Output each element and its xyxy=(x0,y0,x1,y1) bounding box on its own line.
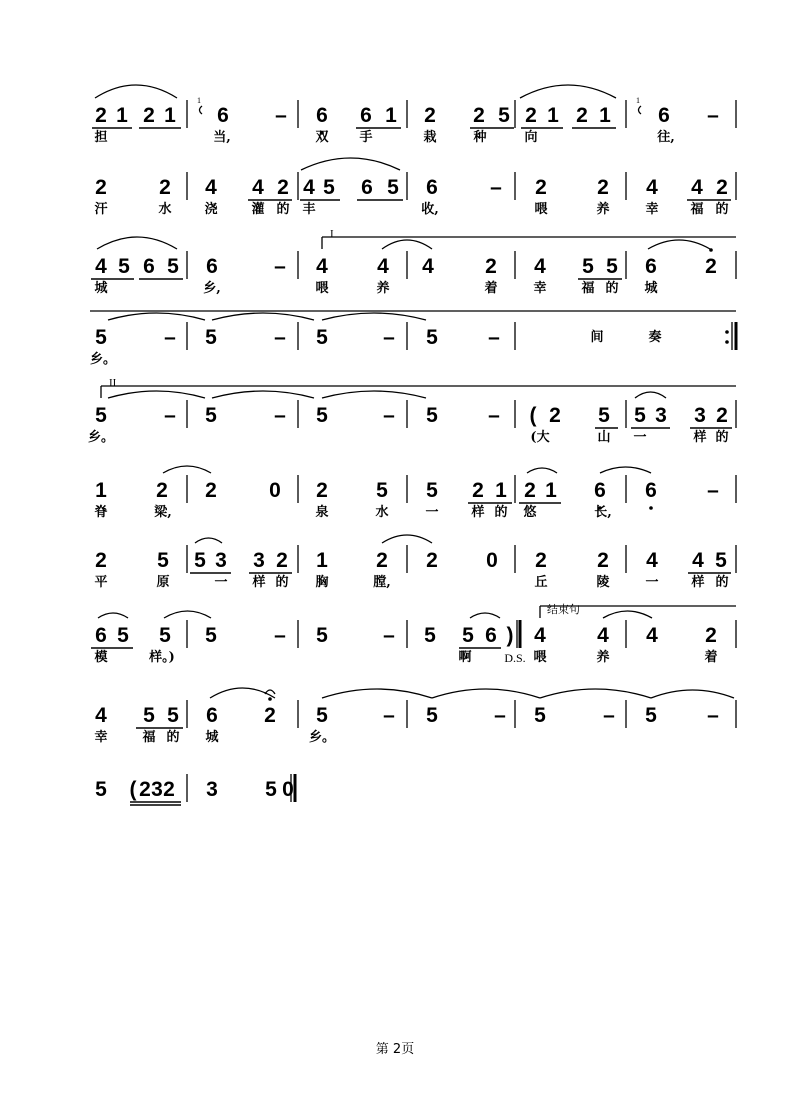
note: 4 xyxy=(692,549,704,572)
note: 3 xyxy=(151,778,163,801)
note: – xyxy=(707,104,719,127)
lyric-syllable: 山 xyxy=(597,430,611,445)
note: 2 xyxy=(549,404,561,427)
note: 2 xyxy=(205,479,217,502)
note: 2 xyxy=(156,479,168,502)
note: 2 xyxy=(472,479,484,502)
note: 6 xyxy=(361,176,373,199)
note: 4 xyxy=(95,255,107,278)
note: 6 xyxy=(645,255,657,278)
lyric-syllable: 收, xyxy=(421,202,439,217)
lyric-syllable: 乡。 xyxy=(308,730,336,745)
slur xyxy=(540,689,651,698)
note: 5 xyxy=(205,404,217,427)
note: 5 xyxy=(645,704,657,727)
note: 2 xyxy=(473,104,485,127)
lyric-syllable: 脊 xyxy=(94,505,108,520)
lyric-syllable: 样 xyxy=(252,575,266,590)
lyric-syllable: 膛, xyxy=(373,575,391,590)
lyric-syllable: 水 xyxy=(375,505,389,520)
note: 5 xyxy=(534,704,546,727)
note: – xyxy=(490,176,502,199)
note: 5 xyxy=(387,176,399,199)
note: 5 xyxy=(205,326,217,349)
note: – xyxy=(383,704,395,727)
note: 6 xyxy=(217,104,229,127)
lyric-syllable: 养 xyxy=(596,202,610,217)
note: 2 xyxy=(716,404,728,427)
note: 3 xyxy=(253,549,265,572)
note: 4 xyxy=(252,176,264,199)
slur xyxy=(322,689,432,698)
note: – xyxy=(383,624,395,647)
note: ) xyxy=(506,624,514,647)
lyric-syllable: 福 xyxy=(581,281,595,296)
note: 3 xyxy=(694,404,706,427)
lyric-syllable: 胸 xyxy=(315,575,329,590)
note: – xyxy=(275,104,287,127)
note: 0 xyxy=(269,479,281,502)
slur xyxy=(603,611,652,618)
slur xyxy=(520,85,616,98)
note: 2 xyxy=(705,255,717,278)
note: 5 xyxy=(95,778,107,801)
lyric-syllable: 向 xyxy=(524,130,538,145)
note: 4 xyxy=(316,255,328,278)
note: 2 xyxy=(95,104,107,127)
note: 5 xyxy=(95,326,107,349)
note: 2 xyxy=(95,549,107,572)
grace-mark: 1 xyxy=(636,96,640,105)
slur xyxy=(98,613,128,618)
note: 2 xyxy=(95,176,107,199)
grace-tie xyxy=(200,106,203,114)
note: 1 xyxy=(316,549,328,572)
note: 4 xyxy=(377,255,389,278)
repeat-dot xyxy=(725,330,729,334)
slur xyxy=(648,240,710,249)
lyric-syllable: 养 xyxy=(596,650,610,665)
note: 2 xyxy=(159,176,171,199)
lyric-syllable: 泉 xyxy=(315,505,329,520)
note: 5 xyxy=(157,549,169,572)
lyric-syllable: 的 xyxy=(494,505,508,520)
slur xyxy=(301,158,400,170)
note: 5 xyxy=(265,778,277,801)
lyric-syllable: 着 xyxy=(484,281,498,296)
note: 2 xyxy=(277,176,289,199)
lyric-syllable: 养 xyxy=(376,281,390,296)
slur xyxy=(651,690,734,698)
volta-number: II xyxy=(109,377,117,389)
note: 2 xyxy=(376,549,388,572)
slur xyxy=(108,391,205,398)
slur xyxy=(163,466,211,473)
note: 5 xyxy=(316,704,328,727)
note: 5 xyxy=(167,255,179,278)
note: 2 xyxy=(424,104,436,127)
note: 4 xyxy=(303,176,315,199)
ds-marking: D.S. xyxy=(504,651,526,665)
note: 2 xyxy=(143,104,155,127)
slur xyxy=(108,313,205,320)
lyric-syllable: 担 xyxy=(94,130,108,145)
note: 4 xyxy=(534,624,546,647)
note: 4 xyxy=(534,255,546,278)
note: 5 xyxy=(117,624,129,647)
note: 2 xyxy=(264,704,276,727)
lyric-syllable: 当, xyxy=(213,130,231,145)
note: 2 xyxy=(485,255,497,278)
note: – xyxy=(274,624,286,647)
interlude-text: 间 xyxy=(590,330,604,345)
lyric-syllable: 的 xyxy=(276,202,290,217)
lyric-syllable: 丰 xyxy=(302,202,316,217)
note: 2 xyxy=(524,479,536,502)
lyric-syllable: 幸 xyxy=(94,730,108,745)
slur xyxy=(212,313,314,320)
note: 6 xyxy=(206,255,218,278)
note: 2 xyxy=(716,176,728,199)
note: 4 xyxy=(646,176,658,199)
note: – xyxy=(707,704,719,727)
lyric-syllable: 灌 xyxy=(251,202,265,217)
lyric-syllable: 浇 xyxy=(204,202,218,217)
note: 4 xyxy=(646,624,658,647)
note: 1 xyxy=(547,104,559,127)
note: 1 xyxy=(385,104,397,127)
slur xyxy=(97,237,177,249)
note: 5 xyxy=(316,326,328,349)
note: 5 xyxy=(159,624,171,647)
note: 2 xyxy=(576,104,588,127)
note: 6 xyxy=(426,176,438,199)
note: 6 xyxy=(143,255,155,278)
note: 5 xyxy=(462,624,474,647)
slur xyxy=(382,535,432,543)
note: 0 xyxy=(486,549,498,572)
slur xyxy=(600,467,651,473)
note: 1 xyxy=(164,104,176,127)
note: 4 xyxy=(95,704,107,727)
slur xyxy=(95,85,177,98)
note: 1 xyxy=(599,104,611,127)
note: 5 xyxy=(424,624,436,647)
note: 5 xyxy=(582,255,594,278)
note: 1 xyxy=(95,479,107,502)
lyric-syllable: (大 xyxy=(530,430,550,445)
octave-dot xyxy=(709,248,713,252)
note: 5 xyxy=(194,549,206,572)
note: 6 xyxy=(95,624,107,647)
slur xyxy=(432,689,540,698)
lyric-syllable: 原 xyxy=(156,575,170,590)
note: – xyxy=(603,704,615,727)
lyric-syllable: 喂 xyxy=(534,202,548,217)
lyric-syllable: 乡。 xyxy=(89,352,117,367)
slur xyxy=(322,313,426,320)
note: – xyxy=(164,326,176,349)
note: 6 xyxy=(206,704,218,727)
lyric-syllable: 双 xyxy=(315,130,329,145)
lyric-syllable: 梁, xyxy=(154,505,172,520)
note: – xyxy=(383,404,395,427)
slur xyxy=(382,240,432,249)
grace-tie xyxy=(639,106,642,114)
lyric-syllable: 的 xyxy=(605,281,619,296)
note: – xyxy=(707,479,719,502)
lyric-syllable: 着 xyxy=(704,650,718,665)
lyric-syllable: 城 xyxy=(94,281,108,296)
repeat-dot xyxy=(725,340,729,344)
lyric-syllable: 一 xyxy=(633,430,647,445)
lyric-syllable: 的 xyxy=(715,430,729,445)
note: 5 xyxy=(323,176,335,199)
lyric-syllable: 乡。 xyxy=(87,430,115,445)
note: 5 xyxy=(715,549,727,572)
lyric-syllable: 啊 xyxy=(458,650,472,665)
lyric-syllable: 一 xyxy=(214,575,228,590)
lyric-syllable: 样 xyxy=(471,505,485,520)
note: ( xyxy=(529,404,537,427)
lyric-syllable: 的 xyxy=(166,730,180,745)
lyric-syllable: 模 xyxy=(94,650,108,665)
lyric-syllable: 陵 xyxy=(596,575,610,590)
octave-dot xyxy=(649,506,653,510)
lyric-syllable: 幸 xyxy=(533,281,547,296)
lyric-syllable: 喂 xyxy=(533,650,547,665)
note: 5 xyxy=(426,326,438,349)
note: 2 xyxy=(535,176,547,199)
note: – xyxy=(274,326,286,349)
interlude-text: 奏 xyxy=(648,330,662,345)
lyric-syllable: 平 xyxy=(94,575,108,590)
note: 1 xyxy=(545,479,557,502)
slur xyxy=(164,611,211,618)
note: 5 xyxy=(143,704,155,727)
note: 5 xyxy=(426,404,438,427)
volta-number: I xyxy=(330,228,334,240)
note: 5 xyxy=(606,255,618,278)
note: – xyxy=(494,704,506,727)
note: 6 xyxy=(360,104,372,127)
note: 6 xyxy=(645,479,657,502)
lyric-syllable: 福 xyxy=(142,730,156,745)
lyric-syllable: 丘 xyxy=(534,575,548,590)
note: 2 xyxy=(705,624,717,647)
note: 2 xyxy=(525,104,537,127)
note: 5 xyxy=(426,479,438,502)
lyric-syllable: 悠 xyxy=(523,505,537,520)
note: 3 xyxy=(655,404,667,427)
note: – xyxy=(383,326,395,349)
lyric-syllable: 城 xyxy=(644,281,658,296)
lyric-syllable: 手 xyxy=(359,130,373,145)
lyric-syllable: 乡, xyxy=(203,281,221,296)
lyric-syllable: 幸 xyxy=(645,202,659,217)
note: 1 xyxy=(495,479,507,502)
note: 2 xyxy=(426,549,438,572)
note: 4 xyxy=(597,624,609,647)
note: 5 xyxy=(598,404,610,427)
slur xyxy=(322,391,426,398)
note: 2 xyxy=(597,549,609,572)
note: 0 xyxy=(282,778,294,801)
note: – xyxy=(488,326,500,349)
lyric-syllable: 水 xyxy=(158,202,172,217)
lyric-syllable: 城 xyxy=(205,730,219,745)
note: 5 xyxy=(316,404,328,427)
note: – xyxy=(488,404,500,427)
slur xyxy=(527,468,557,473)
lyric-syllable: 样 xyxy=(691,575,705,590)
note: – xyxy=(274,255,286,278)
note: ( xyxy=(129,778,137,801)
note: – xyxy=(274,404,286,427)
lyric-syllable: 的 xyxy=(715,575,729,590)
lyric-syllable: 福 xyxy=(690,202,704,217)
slur xyxy=(212,391,314,398)
note: 5 xyxy=(95,404,107,427)
lyric-syllable: 长, xyxy=(594,505,612,520)
page-number: 第 2页 xyxy=(375,1042,415,1057)
note: 6 xyxy=(485,624,497,647)
note: 2 xyxy=(597,176,609,199)
slur xyxy=(470,613,500,618)
lyric-syllable: 样。) xyxy=(149,650,175,665)
lyric-syllable: 的 xyxy=(715,202,729,217)
note: 5 xyxy=(118,255,130,278)
note: 3 xyxy=(215,549,227,572)
lyric-syllable: 一 xyxy=(425,505,439,520)
grace-mark: 1 xyxy=(197,96,201,105)
note: 5 xyxy=(167,704,179,727)
lyric-syllable: 种 xyxy=(473,130,487,145)
note: 5 xyxy=(498,104,510,127)
note: 5 xyxy=(316,624,328,647)
note: 3 xyxy=(206,778,218,801)
note: 2 xyxy=(163,778,175,801)
note: 4 xyxy=(691,176,703,199)
note: 2 xyxy=(535,549,547,572)
note: 5 xyxy=(376,479,388,502)
note: 2 xyxy=(139,778,151,801)
note: 4 xyxy=(646,549,658,572)
note: 5 xyxy=(426,704,438,727)
note: 6 xyxy=(658,104,670,127)
note: 2 xyxy=(276,549,288,572)
octave-dot xyxy=(268,697,272,701)
lyric-syllable: 一 xyxy=(645,575,659,590)
note: – xyxy=(164,404,176,427)
lyric-syllable: 汗 xyxy=(94,202,108,217)
note: 6 xyxy=(316,104,328,127)
note: 4 xyxy=(205,176,217,199)
lyric-syllable: 样 xyxy=(693,430,707,445)
slur xyxy=(195,538,222,543)
lyric-syllable: 栽 xyxy=(423,130,437,145)
lyric-syllable: 往, xyxy=(657,130,675,145)
coda-label: 结束句 xyxy=(547,603,580,616)
note: 5 xyxy=(205,624,217,647)
lyric-syllable: 的 xyxy=(275,575,289,590)
note: 5 xyxy=(634,404,646,427)
lyric-syllable: 喂 xyxy=(315,281,329,296)
note: 2 xyxy=(316,479,328,502)
slur xyxy=(635,392,666,398)
note: 1 xyxy=(116,104,128,127)
note: 6 xyxy=(594,479,606,502)
note: 4 xyxy=(422,255,434,278)
